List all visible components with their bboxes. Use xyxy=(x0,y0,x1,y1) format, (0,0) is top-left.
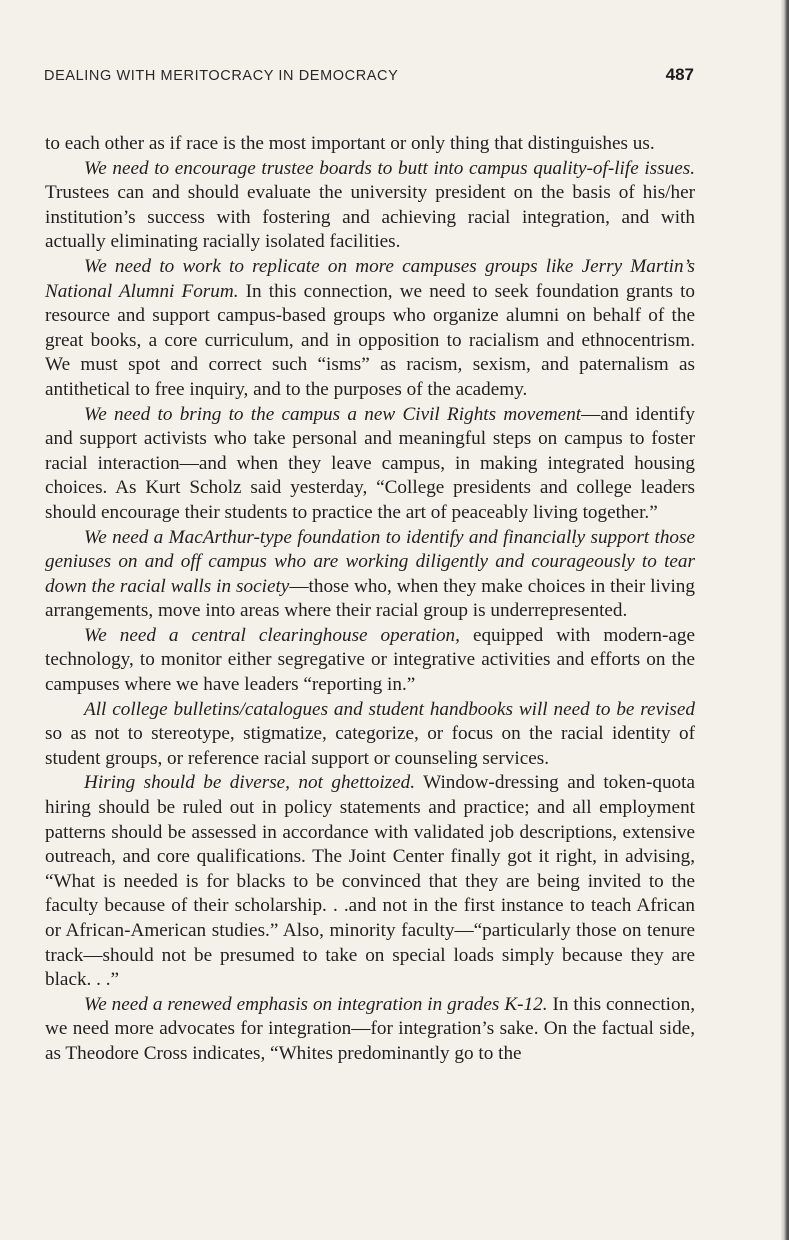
paragraph-lead: We need to bring to the campus a new Civil Rights movement xyxy=(84,403,582,425)
paragraph-lead: Hiring should be diverse, not ghettoized. xyxy=(84,772,416,794)
paragraph-body: In this connection, we need more advocates for integration—for integration’s sake. On the factual side, as Theodore Cross indicates, “Whites predominantly go to the xyxy=(45,993,695,1064)
paragraph-8 xyxy=(45,771,695,992)
paragraph-lead: We need to work to replicate on more campuses groups like Jerry Martin’s National Alumni Forum. xyxy=(45,255,695,302)
paragraph-4 xyxy=(45,403,695,526)
paragraph-body: equipped with modern-age technology, to monitor either segregative or integrative activities and efforts on the campuses where we have leaders “reporting in.” xyxy=(45,624,695,696)
body-text xyxy=(45,132,695,1067)
running-head: DEALING WITH MERITOCRACY IN DEMOCRACY xyxy=(44,68,399,84)
paragraph-body: In this connection, we need to seek foundation grants to resource and support campus-based groups who organize alumni on behalf of the great books, a core curriculum, and in opposition to racialism and ethnocentrism. We must spot and correct such “isms” as racism, sexism, and paternalism as antithetical to free inquiry, and to the purposes of the academy. xyxy=(45,280,695,400)
page-number: 487 xyxy=(665,65,694,84)
paragraph-body: to each other as if race is the most important or only thing that distinguishes us. xyxy=(45,133,655,154)
paragraph-9 xyxy=(45,993,695,1067)
paragraph-lead: We need a central clearinghouse operation, xyxy=(84,624,460,646)
paragraph-lead: We need a MacArthur-type foundation to identify and financially support those geniuses on and off campus who are working diligently and courageously to tear down the racial walls in society xyxy=(45,526,695,597)
paragraph-3 xyxy=(45,255,695,403)
paragraph-1 xyxy=(45,132,695,157)
paragraph-5 xyxy=(45,526,695,624)
paragraph-lead: We need to encourage trustee boards to butt into campus quality-of-life issues. xyxy=(84,157,695,179)
paragraph-lead: All college bulletins/catalogues and student handbooks will need to be revised xyxy=(84,698,695,720)
page-header xyxy=(44,65,694,85)
paragraph-body: —and identify and support activists who take personal and meaningful steps on campus to foster racial interaction—and when they leave campus, in making integrated housing choices. As Kurt Scholz said yesterday, “College presidents and college leaders should encourage their students to practice the art of peaceably living together.” xyxy=(45,403,695,523)
paragraph-body: Window-dressing and token-quota hiring should be ruled out in policy statements and practice; and all employment patterns should be assessed in accordance with validated job descriptions, extensive outreach, and core qualifications. The Joint Center finally got it right, in advising, “What is needed is for blacks to be convinced that they are being invited to the faculty because of their scholarship. . .and not in the first instance to teach African or African-American studies.” Also, minority faculty—“particularly those on tenure track—should not be presumed to take on special loads simply because they are black. . .” xyxy=(45,772,695,991)
page-edge xyxy=(781,0,789,1240)
paragraph-body: so as not to stereotype, stigmatize, categorize, or focus on the racial identity of student groups, or reference racial support or counseling services. xyxy=(45,723,695,769)
paragraph-lead: We need a renewed emphasis on integration in grades K-12. xyxy=(84,993,548,1015)
paragraph-body: Trustees can and should evaluate the university president on the basis of his/her institution’s success with fostering and achieving racial integration, and with actually eliminating racially isolated facilities. xyxy=(45,182,695,253)
paragraph-6 xyxy=(45,624,695,698)
paragraph-2 xyxy=(45,157,695,255)
paragraph-body: —those who, when they make choices in their living arrangements, move into areas where their racial group is underrepresented. xyxy=(45,575,695,622)
paragraph-7 xyxy=(45,698,695,772)
